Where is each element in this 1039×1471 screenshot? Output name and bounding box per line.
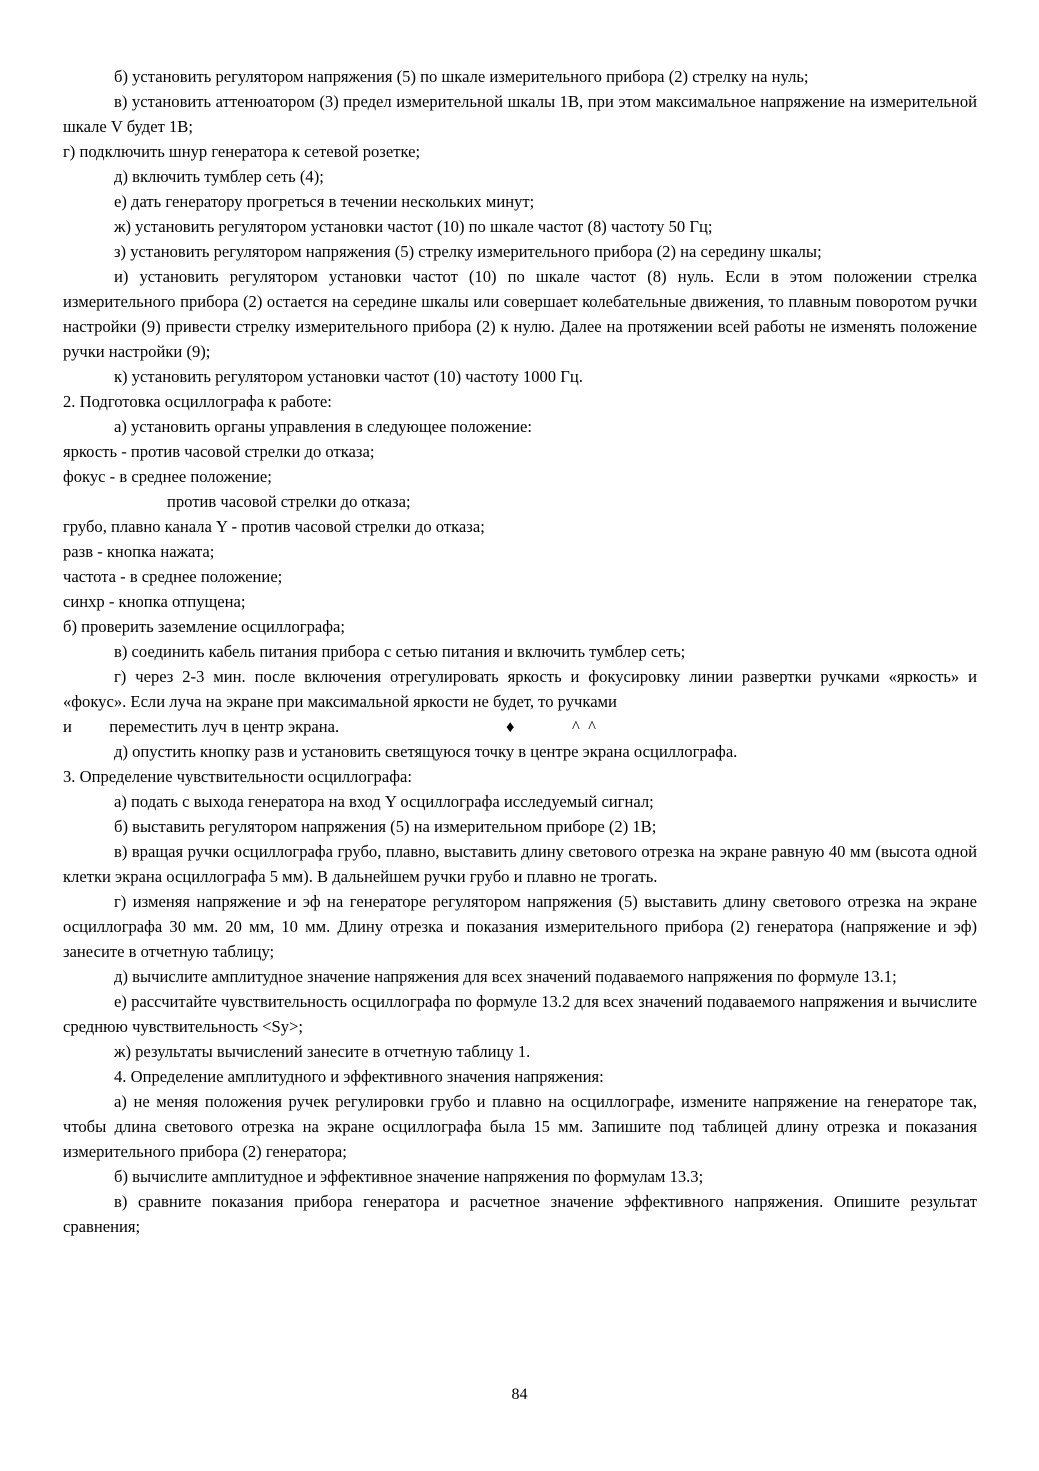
paragraph: яркость - против часовой стрелки до отказа; <box>63 442 375 461</box>
paragraph: е) дать генератору прогреться в течении нескольких минут; <box>114 192 535 211</box>
paragraph: фокус - в среднее положение; <box>63 467 272 486</box>
paragraph: а) не меняя положения ручек регулировки грубо и плавно на осциллографе, измените напряжение на генераторе так, чтобы длина светового отрезка на экране осциллографа была 15 мм. Запишите под таблицей длину отрезка и показания измерительного прибора (2) генератора; <box>63 1092 977 1161</box>
paragraph: частота - в среднее положение; <box>63 567 283 586</box>
paragraph: а) установить органы управления в следующее положение: <box>114 417 533 436</box>
paragraph: к) установить регулятором установки частот (10) частоту 1000 Гц. <box>114 367 583 386</box>
paragraph: з) установить регулятором напряжения (5) стрелку измерительного прибора (2) на середину шкалы; <box>114 242 822 261</box>
paragraph-text: и переместить луч в центр экрана. <box>63 717 340 736</box>
paragraph: д) включить тумблер сеть (4); <box>114 167 324 186</box>
paragraph: г) через 2-3 мин. после включения отрегулировать яркость и фокусировку линии развертки ручками «яркость» и «фокус». Если луча на экране при максимальной яркости не будет, то ручками <box>63 667 977 711</box>
paragraph: ж) результаты вычислений занесите в отчетную таблицу 1. <box>114 1042 531 1061</box>
paragraph: д) опустить кнопку разв и установить светящуюся точку в центре экрана осциллографа. <box>114 742 738 761</box>
paragraph: б) проверить заземление осциллографа; <box>63 617 345 636</box>
paragraph: синхр - кнопка отпущена; <box>63 592 246 611</box>
paragraph: 2. Подготовка осциллографа к работе: <box>63 392 332 411</box>
paragraph: в) соединить кабель питания прибора с сетью питания и включить тумблер сеть; <box>114 642 686 661</box>
page-number: 84 <box>511 1386 528 1403</box>
paragraph: е) рассчитайте чувствительность осциллографа по формуле 13.2 для всех значений подаваемого напряжения и вычислите среднюю чувствительность <Sy>; <box>63 992 977 1036</box>
paragraph: д) вычислите амплитудное значение напряжения для всех значений подаваемого напряжения по формуле 13.1; <box>114 967 897 986</box>
paragraph: б) выставить регулятором напряжения (5) на измерительном приборе (2) 1В; <box>114 817 657 836</box>
diamond-symbol-icon: ♦ <box>506 717 515 736</box>
paragraph: в) вращая ручки осциллографа грубо, плавно, выставить длину светового отрезка на экране равную 40 мм (высота одной клетки экрана осциллографа 5 мм). В дальнейшем ручки грубо и плавно не трогать. <box>63 842 977 886</box>
document-body <box>63 64 977 1239</box>
paragraph <box>63 714 977 739</box>
paragraph: б) вычислите амплитудное и эффективное значение напряжения по формулам 13.3; <box>114 1167 704 1186</box>
paragraph: ж) установить регулятором установки частот (10) по шкале частот (8) частоту 50 Гц; <box>114 217 713 236</box>
paragraph: разв - кнопка нажата; <box>63 542 215 561</box>
paragraph: в) сравните показания прибора генератора и расчетное значение эффективного напряжения. Опишите результат сравнения; <box>63 1192 977 1236</box>
caret-symbols-icon: ^ ^ <box>572 717 596 736</box>
paragraph: грубо, плавно канала Y - против часовой стрелки до отказа; <box>63 517 485 536</box>
paragraph: в) установить аттенюатором (3) предел измерительной шкалы 1В, при этом максимальное напряжение на измерительной шкале V будет 1В; <box>63 92 977 136</box>
paragraph: против часовой стрелки до отказа; <box>167 492 411 511</box>
paragraph: г) подключить шнур генератора к сетевой розетке; <box>63 142 421 161</box>
paragraph: 4. Определение амплитудного и эффективного значения напряжения: <box>114 1067 604 1086</box>
paragraph: 3. Определение чувствительности осциллографа: <box>63 767 412 786</box>
paragraph: и) установить регулятором установки частот (10) по шкале частот (8) нуль. Если в этом положении стрелка измерительного прибора (2) остается на середине шкалы или совершает колебательные движения, то плавным поворотом ручки настройки (9) привести стрелку измерительного прибора (2) к нулю. Далее на протяжении всей работы не изменять положение ручки настройки (9); <box>63 267 977 361</box>
paragraph: а) подать с выхода генератора на вход Y осциллографа исследуемый сигнал; <box>114 792 654 811</box>
paragraph: б) установить регулятором напряжения (5) по шкале измерительного прибора (2) стрелку на нуль; <box>114 67 809 86</box>
paragraph: г) изменяя напряжение и эф на генераторе регулятором напряжения (5) выставить длину светового отрезка на экране осциллографа 30 мм. 20 мм, 10 мм. Длину отрезка и показания измерительного прибора (2) генератора (напряжение и эф) занесите в отчетную таблицу; <box>63 892 977 961</box>
